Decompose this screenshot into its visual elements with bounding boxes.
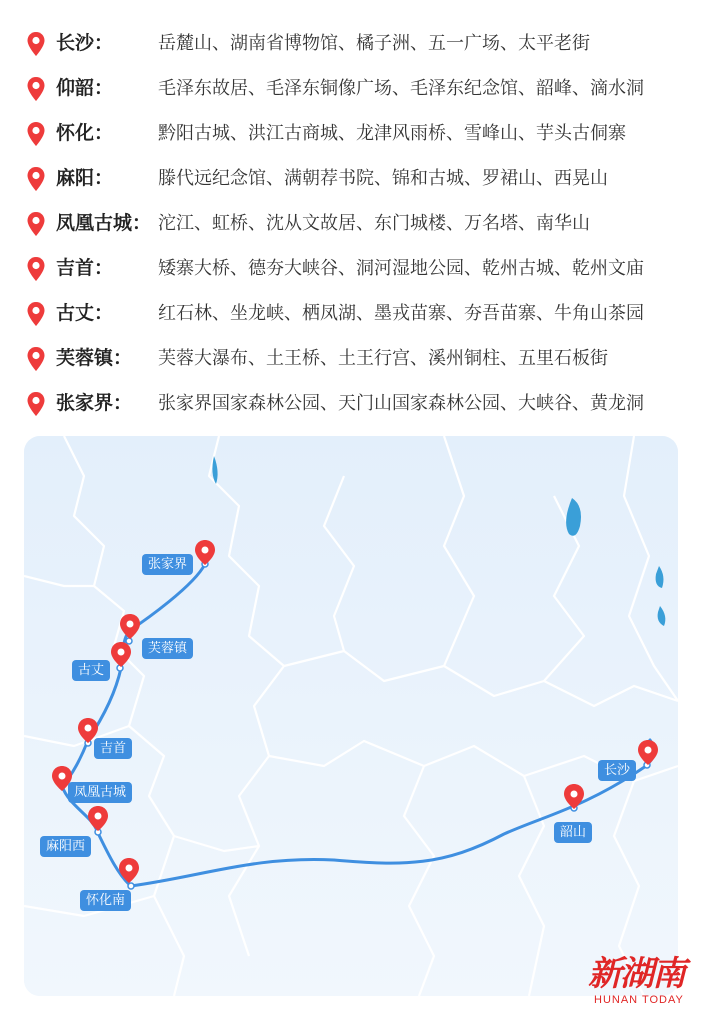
location-pin-icon	[26, 301, 46, 327]
location-pin-icon	[26, 391, 46, 417]
station-label-guzhang: 古丈	[72, 660, 110, 681]
site-list: 芙蓉大瀑布、土王桥、土王行宫、溪州铜柱、五里石板街	[158, 348, 608, 369]
map-canvas	[24, 436, 678, 996]
site-list: 红石林、坐龙峡、栖凤湖、墨戎苗寨、夯吾苗寨、牛角山茶园	[158, 303, 644, 324]
location-pin-icon	[26, 31, 46, 57]
station-label-shaoshan: 韶山	[554, 822, 592, 843]
brand-logo	[588, 946, 688, 1016]
location-pin-icon	[26, 166, 46, 192]
list-item	[0, 155, 702, 199]
logo-text: 新湖南	[588, 954, 684, 994]
city-name: 长沙：	[56, 32, 114, 54]
list-item	[0, 110, 702, 154]
location-pin-icon	[26, 121, 46, 147]
site-list: 沱江、虹桥、沈从文故居、东门城楼、万名塔、南华山	[158, 213, 590, 234]
site-list: 毛泽东故居、毛泽东铜像广场、毛泽东纪念馆、韶峰、滴水洞	[158, 78, 644, 99]
city-name: 吉首：	[56, 257, 114, 279]
site-list: 张家界国家森林公园、天门山国家森林公园、大峡谷、黄龙洞	[158, 393, 644, 414]
station-label-mayangxi: 麻阳西	[40, 836, 91, 857]
list-item	[0, 290, 702, 334]
city-name: 麻阳：	[56, 167, 114, 189]
site-list: 岳麓山、湖南省博物馆、橘子洲、五一广场、太平老街	[158, 33, 590, 54]
route-map	[24, 436, 678, 996]
site-list: 黔阳古城、洪江古商城、龙津风雨桥、雪峰山、芋头古侗寨	[158, 123, 626, 144]
list-item	[0, 380, 702, 424]
city-name: 怀化：	[56, 122, 114, 144]
station-label-huaihuanan: 怀化南	[80, 890, 131, 911]
city-name: 张家界：	[56, 392, 133, 414]
site-list: 滕代远纪念馆、满朝荐书院、锦和古城、罗裙山、西晃山	[158, 168, 608, 189]
city-name: 仰韶：	[56, 77, 114, 99]
list-item	[0, 245, 702, 289]
station-label-changsha: 长沙	[598, 760, 636, 781]
station-label-zhangjiajie: 张家界	[142, 554, 193, 575]
city-name: 凤凰古城：	[56, 212, 152, 234]
list-item	[0, 200, 702, 244]
location-pin-icon	[26, 76, 46, 102]
list-item	[0, 20, 702, 64]
station-label-furongzhen: 芙蓉镇	[142, 638, 193, 659]
city-name: 芙蓉镇：	[56, 347, 133, 369]
list-item	[0, 335, 702, 379]
city-name: 古丈：	[56, 302, 114, 324]
logo-subtitle: HUNAN TODAY	[594, 994, 684, 1006]
location-pin-icon	[26, 256, 46, 282]
station-label-fenghuang: 凤凰古城	[68, 782, 132, 803]
location-pin-icon	[26, 211, 46, 237]
site-list: 矮寨大桥、德夯大峡谷、洞河湿地公园、乾州古城、乾州文庙	[158, 258, 644, 279]
location-pin-icon	[26, 346, 46, 372]
list-item	[0, 65, 702, 109]
station-label-jishou: 吉首	[94, 738, 132, 759]
